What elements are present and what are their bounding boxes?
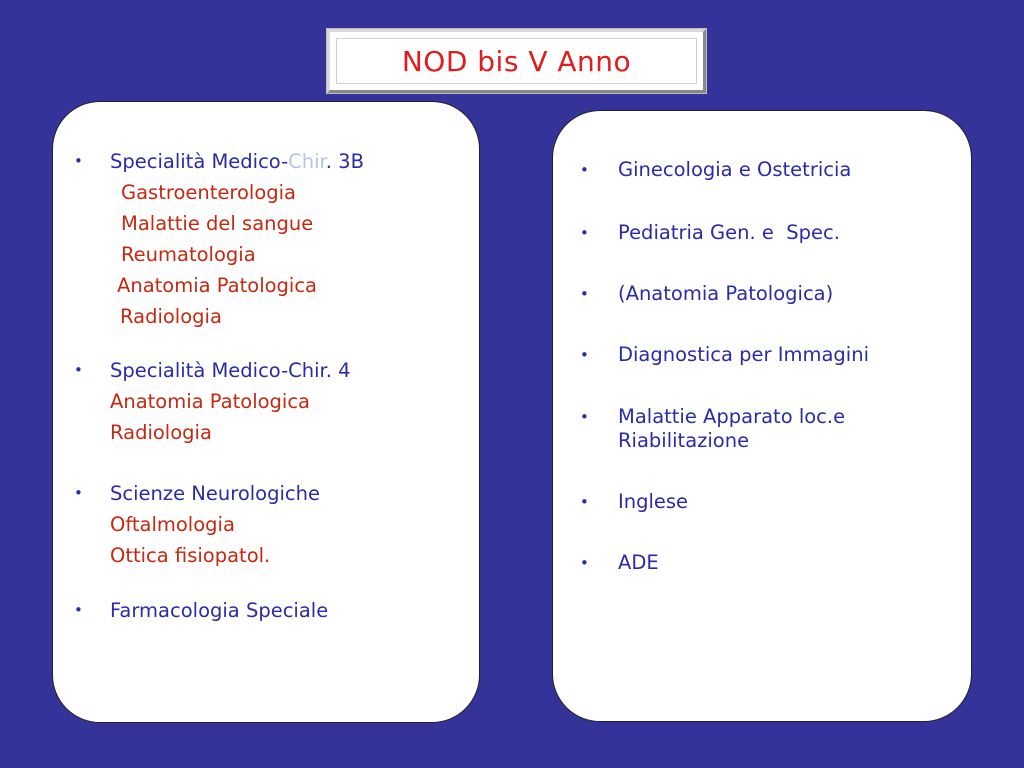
bullet-icon: • <box>74 152 83 170</box>
right-item-3 <box>580 282 834 306</box>
right-item-6-label: Inglese <box>618 490 689 513</box>
left-item-4 <box>74 595 329 626</box>
bullet-icon: • <box>580 408 589 426</box>
left-item-3-head: Scienze Neurologiche <box>110 482 320 505</box>
right-item-6 <box>580 490 689 514</box>
left-item-1-head-c: . 3B <box>325 150 364 173</box>
left-item-2-sub-1: Anatomia Patologica <box>110 390 311 413</box>
right-item-7-label: ADE <box>618 551 659 574</box>
right-item-1-label: Ginecologia e Ostetricia <box>618 158 852 181</box>
title-inner-frame <box>336 38 697 84</box>
left-item-1-sub-2: Malattie del sangue <box>121 212 314 235</box>
left-item-1-sub-4: Anatomia Patologica <box>117 274 318 297</box>
right-item-3-label: (Anatomia Patologica) <box>618 282 834 305</box>
left-item-1-head-b: Chir <box>288 150 326 173</box>
left-item-4-head: Farmacologia Speciale <box>110 599 329 622</box>
right-item-5-label-line-2: Riabilitazione <box>618 429 750 452</box>
left-item-3 <box>74 478 320 509</box>
right-item-5 <box>580 405 846 429</box>
bullet-icon: • <box>580 554 589 572</box>
bullet-icon: • <box>580 224 589 242</box>
bullet-icon: • <box>580 346 589 364</box>
left-item-3-sub-1: Oftalmologia <box>110 513 235 536</box>
bullet-icon: • <box>580 161 589 179</box>
right-item-2-label: Pediatria Gen. e Spec. <box>618 221 840 244</box>
left-item-2-sub-2: Radiologia <box>110 421 212 444</box>
right-item-1 <box>580 158 852 182</box>
left-item-1-head-a: Specialità Medico- <box>110 150 289 173</box>
left-item-1-sub-1: Gastroenterologia <box>121 181 296 204</box>
left-item-1-sub-5: Radiologia <box>120 305 222 328</box>
right-item-4 <box>580 343 869 367</box>
bullet-icon: • <box>74 601 83 619</box>
bullet-icon: • <box>580 493 589 511</box>
bullet-icon: • <box>580 285 589 303</box>
left-item-3-sub-2: Ottica fisiopatol. <box>110 544 271 567</box>
right-item-7 <box>580 551 659 575</box>
title-box <box>327 29 706 93</box>
bullet-icon: • <box>74 361 83 379</box>
right-item-2 <box>580 221 840 245</box>
slide-title: NOD bis V Anno <box>401 44 632 78</box>
left-item-1 <box>74 146 364 177</box>
left-item-2-head: Specialità Medico-Chir. 4 <box>110 359 351 382</box>
left-item-1-sub-3: Reumatologia <box>121 243 256 266</box>
right-item-4-label: Diagnostica per Immagini <box>618 343 869 366</box>
left-item-2 <box>74 355 351 386</box>
bullet-icon: • <box>74 484 83 502</box>
right-item-5-continuation <box>618 429 749 453</box>
right-item-5-label-line-1: Malattie Apparato loc.e <box>618 405 846 428</box>
